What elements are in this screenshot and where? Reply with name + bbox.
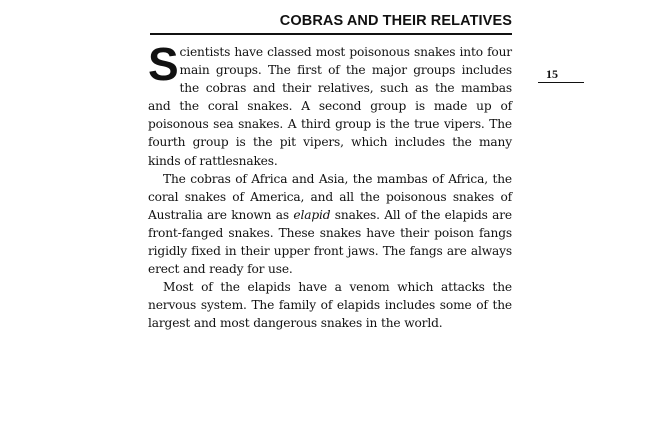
paragraph-1-first-line: cientists have classed most poisonous snakes into four [179,45,512,59]
paragraph-1-remainder: main groups. The first of the major groups includes the cobras and their relatives, such as the mambas and the coral snakes. A second group is made up of poisonous sea snakes. A third group is the true vipers. The fourth group is the pit vipers, which includes the many kinds of rattlesnakes. [148,63,512,168]
paragraph-2-text-before: The cobras of Africa and Asia, the mambas of Africa, the coral snakes of America, and all the poisonous snakes of Australia are known as [148,171,512,222]
page-number-rule [538,82,584,83]
paragraph-2-emphasis: elapid [293,207,331,222]
header-rule [150,33,512,35]
paragraph-2 [148,170,512,279]
chapter-title: COBRAS AND THEIR RELATIVES [279,13,512,29]
page-number: 15 [546,67,558,81]
drop-cap: S [148,38,179,90]
body-text [148,38,512,333]
paragraph-1 [148,38,512,170]
paragraph-2-text-after: snakes. All of the elapids are front-fanged snakes. These snakes have their poison fangs rigidly fixed in their upper front jaws. The fangs are always erect and ready for use. [148,207,512,277]
paragraph-3: Most of the elapids have a venom which attacks the nervous system. The family of elapids includes some of the largest and most dangerous snakes in the world. [148,280,512,331]
